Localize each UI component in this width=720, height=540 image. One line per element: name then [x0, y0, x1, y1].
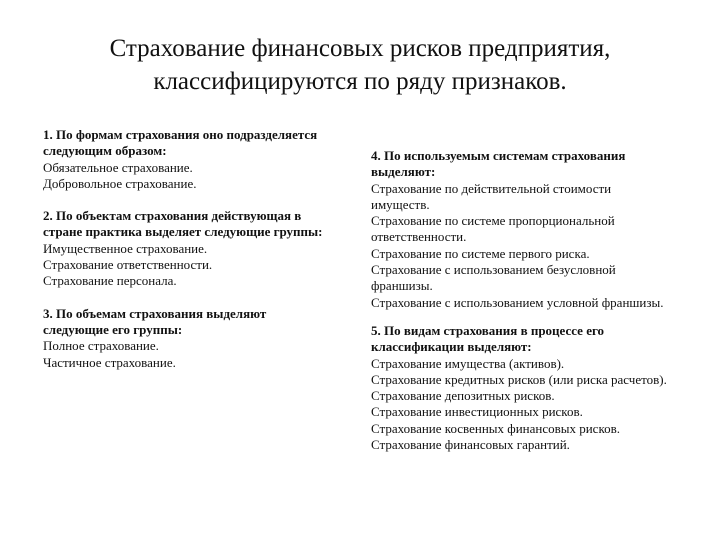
left-column	[43, 127, 368, 371]
section-heading-line: следующие его группы:	[43, 321, 183, 337]
list-item: Страхование депозитных рисков.	[371, 388, 555, 404]
list-item: Страхование персонала.	[43, 273, 177, 289]
section-types	[371, 323, 671, 453]
slide-title-line-2: классифицируются по ряду признаков.	[153, 68, 567, 95]
section-heading-line: 1. По формам страхования оно подразделяется	[43, 127, 318, 142]
section-heading-line: 4. По используемым системам страхования	[371, 148, 626, 163]
section-heading-line: следующим образом:	[43, 143, 167, 159]
section-heading-line: стране практика выделяет следующие группы:	[43, 224, 323, 240]
list-item: Полное страхование.	[43, 338, 159, 354]
section-forms	[43, 127, 368, 192]
list-item: Страхование с использованием условной франшизы.	[371, 294, 664, 310]
section-heading-line: 2. По объектам страхования действующая в	[43, 208, 302, 224]
right-column	[371, 148, 671, 453]
section-heading-line: выделяют:	[371, 164, 436, 180]
list-item: Страхование имущества (активов).	[371, 355, 565, 371]
list-item: Страхование по системе первого риска.	[371, 245, 590, 261]
list-item: Страхование кредитных рисков (или риска расчетов).	[371, 371, 667, 387]
list-item: Частичное страхование.	[43, 354, 176, 370]
list-item: Страхование по системе пропорциональной ответственности.	[371, 213, 615, 245]
section-systems	[371, 148, 671, 311]
list-item: Страхование косвенных финансовых рисков.	[371, 420, 620, 436]
list-item: Страхование с использованием безусловной франшизы.	[371, 262, 616, 294]
section-heading-line: классификации выделяют:	[371, 339, 532, 355]
list-item: Страхование ответственности.	[43, 257, 213, 273]
section-objects	[43, 208, 368, 289]
section-heading-line: 3. По объемам страхования выделяют	[43, 305, 267, 321]
section-heading-line: 5. По видам страхования в процессе его	[371, 322, 605, 338]
list-item: Страхование по действительной стоимости имуществ.	[371, 180, 612, 212]
list-item: Имущественное страхование.	[43, 240, 208, 256]
section-volumes	[43, 306, 368, 371]
slide-title-line-1: Страхование финансовых рисков предприятия,	[109, 35, 611, 62]
slide-title	[40, 32, 680, 98]
list-item: Добровольное страхование.	[43, 175, 197, 191]
list-item: Страхование инвестиционных рисков.	[371, 404, 583, 420]
list-item: Обязательное страхование.	[43, 159, 193, 175]
list-item: Страхование финансовых гарантий.	[371, 437, 570, 453]
